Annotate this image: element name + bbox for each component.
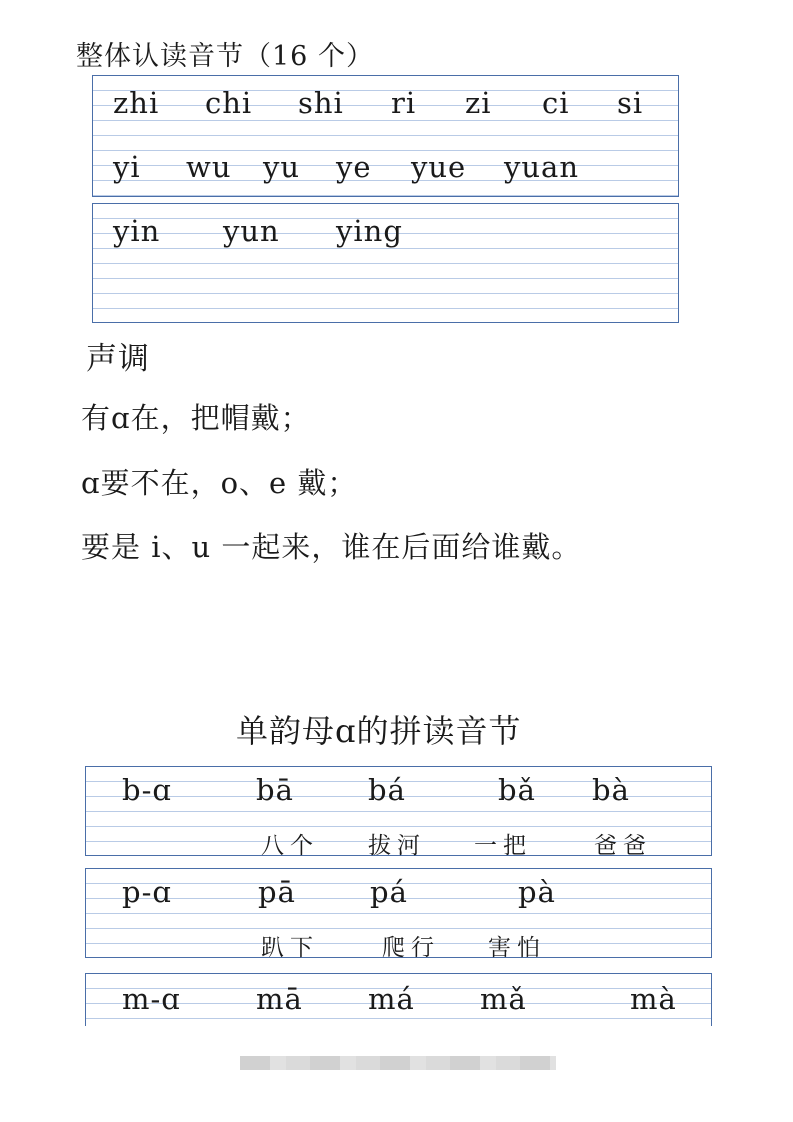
word-ba-he: 拔河 — [368, 833, 426, 859]
syllable-m-a: m-ɑ — [122, 982, 181, 1016]
tone-rhyme-line-3: 要是 i、u 一起来，谁在后面给谁戴。 — [81, 530, 582, 564]
spelling-box-b — [85, 766, 712, 859]
syllable-chi: chi — [205, 86, 253, 120]
syllable-box-2 — [92, 203, 679, 323]
syllable-ba2: bá — [368, 773, 406, 807]
syllable-ying: ying — [336, 214, 403, 248]
syllable-zi: zi — [465, 86, 492, 120]
syllable-ri: ri — [391, 86, 417, 120]
syllable-pa1: pā — [258, 875, 296, 909]
syllable-shi: shi — [298, 86, 344, 120]
syllable-ba1: bā — [256, 773, 294, 807]
syllable-yu: yu — [263, 150, 301, 184]
word-pa-xia: 趴下 — [261, 935, 319, 961]
syllable-yue: yue — [411, 150, 467, 184]
word-yi-ba: 一把 — [474, 833, 532, 859]
spelling-box-m — [85, 973, 712, 1026]
word-ba-ba: 爸爸 — [594, 833, 652, 859]
tone-heading: 声调 — [86, 341, 150, 377]
syllable-ba3: bǎ — [498, 773, 536, 807]
section-title: 整体认读音节（16 个） — [76, 41, 374, 72]
tone-rhyme-line-2: ɑ要不在，o、e 戴； — [81, 466, 358, 500]
syllable-ye: ye — [336, 150, 372, 184]
syllable-pa4: pà — [518, 875, 556, 909]
spelling-box-p — [85, 868, 712, 961]
syllable-ma2: má — [368, 982, 415, 1016]
syllable-zhi: zhi — [113, 86, 160, 120]
single-a-title: 单韵母ɑ的拼读音节 — [236, 712, 522, 750]
syllable-yin: yin — [113, 214, 161, 248]
word-ba-ge: 八个 — [261, 833, 319, 859]
word-pa-xing: 爬行 — [382, 935, 440, 961]
syllable-box-1 — [92, 75, 679, 197]
syllable-pa2: pá — [370, 875, 408, 909]
syllable-p-a: p-ɑ — [122, 875, 172, 909]
tone-rhyme-line-1: 有ɑ在，把帽戴； — [81, 401, 311, 435]
syllable-yun: yun — [223, 214, 280, 248]
syllable-ma4: mà — [630, 982, 677, 1016]
syllable-yuan: yuan — [504, 150, 580, 184]
syllable-ci: ci — [542, 86, 570, 120]
word-hai-pa: 害怕 — [488, 935, 546, 961]
syllable-si: si — [617, 86, 644, 120]
footer-watermark — [240, 1056, 556, 1070]
syllable-ma3: mǎ — [480, 982, 527, 1016]
syllable-ma1: mā — [256, 982, 303, 1016]
syllable-yi: yi — [113, 150, 141, 184]
syllable-b-a: b-ɑ — [122, 773, 172, 807]
syllable-wu: wu — [186, 150, 232, 184]
syllable-ba4: bà — [592, 773, 630, 807]
